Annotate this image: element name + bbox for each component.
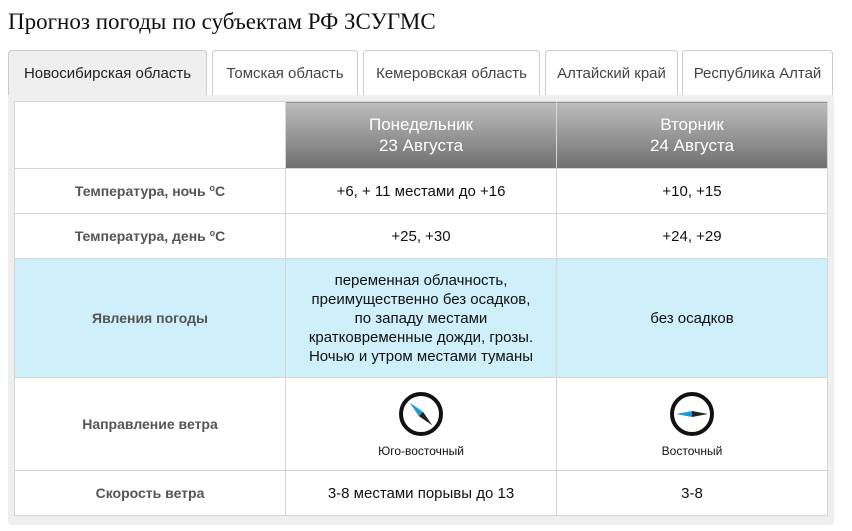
tab-kemerovo[interactable]: Кемеровская область	[363, 50, 540, 95]
day-date: 23 Августа	[378, 136, 464, 155]
forecast-table	[14, 101, 828, 516]
cell-value: +6, + 11 местами до +16	[286, 169, 557, 214]
cell-value	[286, 259, 557, 378]
day-weekday: Вторник	[660, 115, 724, 134]
unit-text: C	[214, 183, 226, 199]
phenomena-line: кратковременные дожди, грозы.	[308, 328, 534, 346]
cell-value: 3-8	[557, 471, 828, 516]
row-temp-day	[15, 214, 828, 259]
cell-value: +10, +15	[557, 169, 828, 214]
phenomena-line: переменная облачность,	[334, 271, 508, 289]
day-header-tuesday	[557, 102, 828, 169]
row-phenomena	[15, 259, 828, 378]
header-row	[15, 102, 828, 169]
wind-compass-icon	[668, 390, 716, 438]
cell-value	[286, 378, 557, 471]
unit-text: C	[215, 228, 226, 244]
phenomena-line: по западу местами	[354, 309, 488, 327]
tab-tomsk[interactable]: Томская область	[212, 50, 358, 95]
day-weekday: Понедельник	[368, 115, 474, 134]
tab-novosibirsk[interactable]: Новосибирская область	[8, 50, 207, 96]
degree-sign: o	[209, 183, 215, 193]
cell-value: +24, +29	[557, 214, 828, 259]
day-date: 24 Августа	[649, 136, 735, 155]
row-wind-speed	[15, 471, 828, 516]
row-label	[15, 169, 286, 214]
wind-direction-text: Юго-восточный	[378, 444, 464, 458]
tab-altai-krai[interactable]: Алтайский край	[545, 50, 678, 95]
phenomena-line: преимущественно без осадков,	[311, 290, 531, 308]
cell-value	[557, 259, 828, 378]
row-wind-direction	[15, 378, 828, 471]
header-corner	[15, 102, 286, 169]
page-title: Прогноз погоды по субъектам РФ ЗСУГМС	[8, 9, 436, 34]
degree-sign: o	[209, 228, 216, 238]
row-label: Скорость ветра	[15, 471, 286, 516]
cell-value	[557, 378, 828, 471]
phenomena-line: Ночью и утром местами туманы	[308, 347, 534, 365]
wind-compass-icon	[397, 390, 445, 438]
label-text: Температура, ночь	[74, 183, 206, 199]
cell-value: +25, +30	[286, 214, 557, 259]
row-label: Явления погоды	[15, 259, 286, 378]
row-label: Направление ветра	[15, 378, 286, 471]
phenomena-line: без осадков	[650, 309, 734, 327]
label-text: Температура, день	[74, 228, 206, 244]
tab-altai-republic[interactable]: Республика Алтай	[682, 50, 833, 95]
day-header-monday	[286, 102, 557, 169]
wind-direction-text: Восточный	[661, 444, 723, 458]
forecast-panel	[8, 95, 834, 525]
cell-value: 3-8 местами порывы до 13	[286, 471, 557, 516]
row-temp-night	[15, 169, 828, 214]
row-label	[15, 214, 286, 259]
